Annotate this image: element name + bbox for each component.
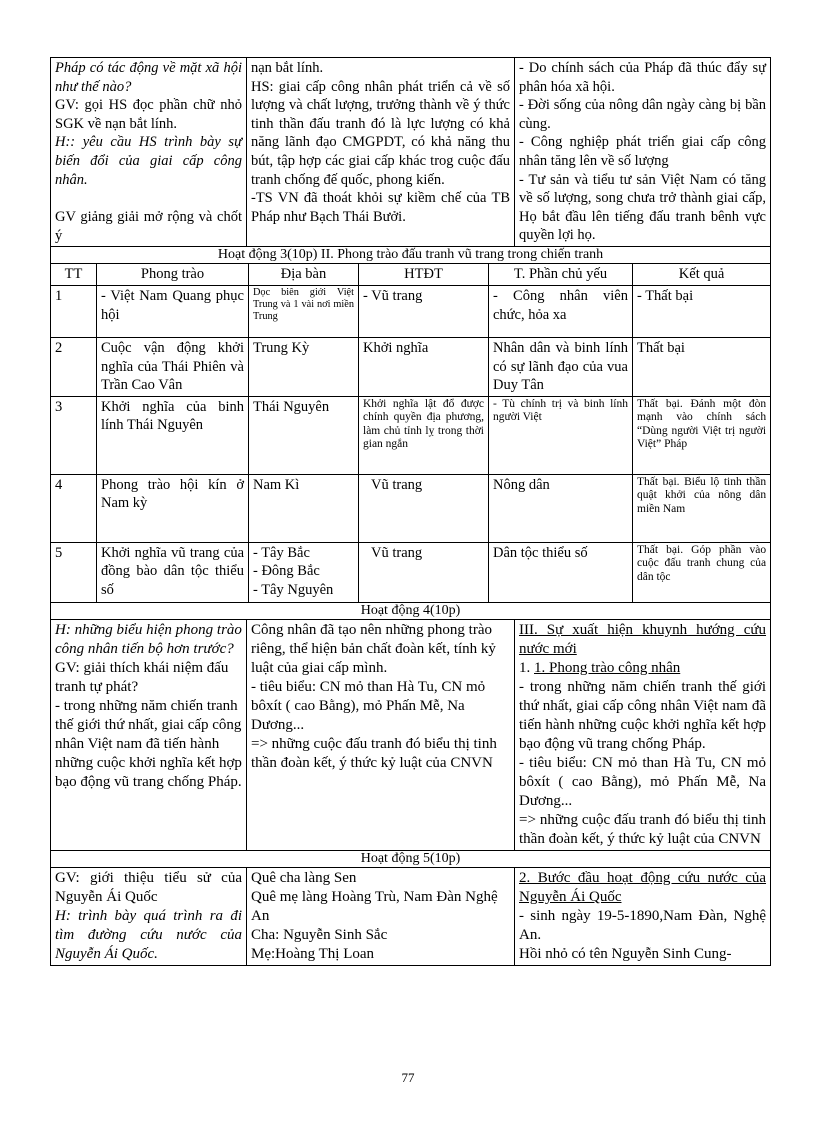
activity-4-table	[50, 602, 771, 851]
answer-text: HS: giai cấp công nhân phát triển cả về số lượng và chất lượng, trưởng thành về ý thức tinh thần đấu tranh đó là lực lượng có khả năng lãnh đạo CMGPDT, có khả năng thu bút, tập hợp các giai cấp khác trog cuộc đấu tranh chống đế quốc, phong kiến.	[251, 78, 510, 188]
activity-5-title: Hoạt động 5(10p)	[51, 850, 771, 867]
col-header-phong-trao: Phong trào	[97, 264, 249, 286]
main-participants: Nhân dân và binh lính có sự lãnh đạo của vua Duy Tân	[489, 337, 633, 396]
movement-name: - Việt Nam Quang phục hội	[97, 285, 249, 337]
location-item: - Tây Bắc	[253, 544, 310, 561]
activity-4-middle-cell	[247, 619, 515, 850]
col-header-ket-qua: Kết quả	[633, 264, 771, 286]
document-page	[50, 57, 770, 966]
table-row	[51, 337, 771, 396]
location	[249, 542, 359, 602]
struggle-form: Vũ trang	[359, 474, 489, 542]
answer-text: nạn bắt lính.	[251, 60, 324, 76]
answer-text: Quê cha làng Sen	[251, 869, 357, 886]
main-participants: - Tù chính trị và binh lính người Việt	[489, 396, 633, 474]
teacher-note: GV: giới thiệu tiểu sử của Nguyễn Ái Quốc	[55, 869, 242, 905]
question-text: H: những biểu hiện phong trào công nhân tiến bộ hơn trước?	[55, 621, 242, 657]
table-row	[51, 396, 771, 474]
location-item: - Đông Bắc	[253, 563, 320, 580]
top-middle-cell	[247, 58, 515, 247]
struggle-form: Vũ trang	[359, 542, 489, 602]
movement-name: Khởi nghĩa của binh lính Thái Nguyên	[97, 396, 249, 474]
summary-text: - trong những năm chiến tranh thế giới thứ nhất, giai cấp công nhân Việt nam đã tiến hành những cuộc khởi nghĩa kết hợp bạo động vũ trang chống Pháp.	[519, 678, 767, 752]
answer-text: Cha: Nguyễn Sinh Sắc	[251, 926, 388, 943]
teacher-note: GV: gọi HS đọc phần chữ nhỏ SGK về nạn bắt lính.	[55, 97, 242, 132]
result: Thất bại. Góp phần vào cuộc đấu tranh chung của dân tộc	[633, 542, 771, 602]
location: Trung Kỳ	[249, 337, 359, 396]
table-row	[51, 285, 771, 337]
teacher-note: GV: giải thích khái niệm đấu tranh tự phát?	[55, 659, 229, 695]
activity-5-right-cell	[515, 867, 771, 965]
activity-3-title: Hoạt động 3(10p) II. Phong trào đấu tranh vũ trang trong chiến tranh	[51, 247, 771, 264]
struggle-form: - Vũ trang	[359, 285, 489, 337]
section-heading: 2. Bước đầu hoạt động cứu nước của Nguyễn Ái Quốc	[519, 869, 767, 905]
summary-text: - Do chính sách của Pháp đã thúc đẩy sự phân hóa xã hội.	[519, 60, 766, 95]
main-participants: - Công nhân viên chức, hỏa xa	[489, 285, 633, 337]
activity-5-table	[50, 850, 771, 966]
row-number: 3	[51, 396, 97, 474]
movement-name: Phong trào hội kín ở Nam kỳ	[97, 474, 249, 542]
row-number: 2	[51, 337, 97, 396]
table-row	[51, 542, 771, 602]
subsection-heading: 1. 1. Phong trào công nhân	[519, 659, 681, 676]
movement-name: Khởi nghĩa vũ trang của đồng bào dân tộc thiểu số	[97, 542, 249, 602]
answer-text: => những cuộc đấu tranh đó biểu thị tinh thần đoàn kết, ý thức kỷ luật của CNVN	[251, 735, 497, 771]
section-heading: III. Sự xuất hiện khuynh hướng cứu nước mới	[519, 621, 767, 657]
summary-text: - tiêu biểu: CN mỏ than Hà Tu, CN mỏ bôxít ( cao Bằng), mỏ Phấn Mễ, Na Dương...	[519, 754, 767, 809]
question-text: H: trình bày quá trình ra đi tìm đường cứu nước của Nguyễn Ái Quốc.	[55, 907, 242, 962]
answer-text: Quê mẹ làng Hoàng Trù, Nam Đàn Nghệ An	[251, 888, 498, 924]
question-text: Pháp có tác động về mặt xã hội như thế nào?	[55, 60, 242, 95]
summary-text: - sinh ngày 19-5-1890,Nam Đàn, Nghệ An.	[519, 907, 767, 943]
result: - Thất bại	[633, 285, 771, 337]
activity-3-table	[50, 246, 771, 602]
col-header-dia-ban: Địa bàn	[249, 264, 359, 286]
summary-text: - Tư sản và tiểu tư sản Việt Nam có tăng về số lượng, song chưa trở thành giai cấp, Họ bắt đầu lên tiếng đấu tranh bênh vực quyền lợi họ.	[519, 171, 766, 244]
location: Dọc biên giới Việt Trung và 1 vài nơi miền Trung	[249, 285, 359, 337]
answer-text: -TS VN đã thoát khỏi sự kiềm chế của TB Pháp như Bạch Thái Bưởi.	[251, 190, 510, 225]
subsection-title: 1. Phong trào công nhân	[534, 659, 681, 676]
struggle-form: Khởi nghĩa lật đổ được chính quyền địa phương, làm chủ tỉnh lỵ trong thời gian ngắn	[359, 396, 489, 474]
summary-text: - Công nghiệp phát triển giai cấp công nhân tăng lên về số lượng	[519, 134, 766, 169]
result: Thất bại. Đánh một đòn mạnh vào chính sách “Dùng người Việt trị người Việt” Pháp	[633, 396, 771, 474]
table-row	[51, 474, 771, 542]
answer-text: Công nhân đã tạo nên những phong trào riêng, thể hiện bản chất đoàn kết, tính kỷ luật của giai cấp mình.	[251, 621, 496, 676]
main-participants: Dân tộc thiểu số	[489, 542, 633, 602]
col-header-tt: TT	[51, 264, 97, 286]
activity-4-left-cell	[51, 619, 247, 850]
top-section-table	[50, 57, 771, 247]
activity-4-right-cell	[515, 619, 771, 850]
location: Nam Kì	[249, 474, 359, 542]
row-number: 4	[51, 474, 97, 542]
teacher-note: - trong những năm chiến tranh thế giới thứ nhất, giai cấp công nhân Việt nam đã tiến hành những cuộc khởi nghĩa kết hợp bạo động vũ trang chống Pháp.	[55, 697, 242, 790]
activity-5-left-cell	[51, 867, 247, 965]
main-participants: Nông dân	[489, 474, 633, 542]
movement-name: Cuộc vận động khởi nghĩa của Thái Phiên và Trần Cao Vân	[97, 337, 249, 396]
question-text: H:: yêu cầu HS trình bày sự biến đổi của giai cấp công nhân.	[55, 134, 242, 188]
answer-text: Mẹ:Hoàng Thị Loan	[251, 945, 375, 962]
location-item: - Tây Nguyên	[253, 581, 334, 598]
summary-text: => những cuộc đấu tranh đó biểu thị tinh thần đoàn kết, ý thức kỷ luật của CNVN	[519, 811, 767, 847]
teacher-note: GV giảng giải mở rộng và chốt ý	[55, 209, 242, 244]
top-left-cell	[51, 58, 247, 247]
col-header-htdt: HTĐT	[359, 264, 489, 286]
top-right-cell	[515, 58, 771, 247]
activity-4-title: Hoạt động 4(10p)	[51, 602, 771, 619]
summary-text: Hồi nhỏ có tên Nguyễn Sinh Cung-	[519, 945, 732, 962]
location: Thái Nguyên	[249, 396, 359, 474]
result: Thất bại. Biểu lộ tinh thần quật khởi của nông dân miền Nam	[633, 474, 771, 542]
summary-text: - Đời sống của nông dân ngày càng bị bần cùng.	[519, 97, 766, 132]
row-number: 5	[51, 542, 97, 602]
row-number: 1	[51, 285, 97, 337]
result: Thất bại	[633, 337, 771, 396]
page-number: 77	[401, 1070, 415, 1085]
activity-5-middle-cell	[247, 867, 515, 965]
answer-text: - tiêu biểu: CN mỏ than Hà Tu, CN mỏ bôxít ( cao Bằng), mỏ Phấn Mễ, Na Dương...	[251, 678, 486, 733]
struggle-form: Khởi nghĩa	[359, 337, 489, 396]
col-header-thanh-phan: T. Phần chủ yếu	[489, 264, 633, 286]
